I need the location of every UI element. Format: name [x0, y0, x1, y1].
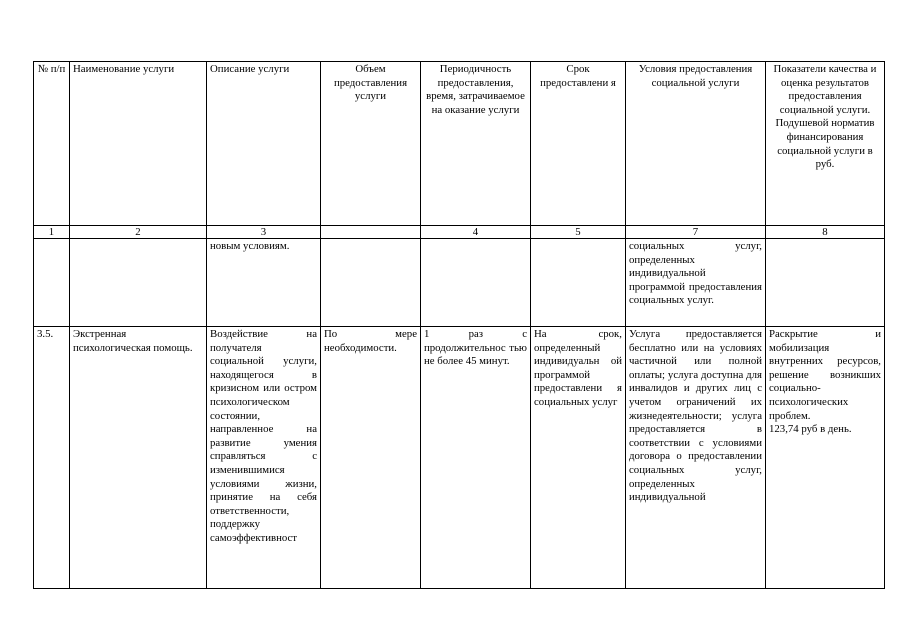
- services-table: [33, 61, 885, 589]
- table-cell: [531, 239, 626, 327]
- cell-service-quality: [766, 327, 885, 589]
- cell-service-name: Экстренная психологическая помощь.: [70, 327, 207, 589]
- table-cell: [421, 239, 531, 327]
- column-number-row: [34, 226, 885, 239]
- cell-conditions-continuation: социальных услуг, определенных индивидуальной программой предоставления социальных услуг.: [626, 239, 766, 327]
- cell-service-conditions: Услуга предоставляется бесплатно или на условиях частичной или полной оплаты; услуга доступна для инвалидов и других лиц с учетом ограничений их жизнедеятельности; услуга предоставляется в соответствии с условиями договора о предоставлении социальных услуг, определенных индивидуальной: [626, 327, 766, 589]
- column-number: [321, 226, 421, 239]
- cell-service-frequency: 1 раз с продолжительнос тью не более 45 минут.: [421, 327, 531, 589]
- table-cell: [766, 239, 885, 327]
- header-term: Срок предоставлени я: [531, 62, 626, 226]
- column-number: 3: [207, 226, 321, 239]
- column-number: 2: [70, 226, 207, 239]
- table-cell: [70, 239, 207, 327]
- header-description: Описание услуги: [207, 62, 321, 226]
- table-header-row: [34, 62, 885, 226]
- table-row-service: [34, 327, 885, 589]
- header-service-name: Наименование услуги: [70, 62, 207, 226]
- quality-text: Раскрытие и мобилизация внутренних ресурсов, решение возникших социально-психологических проблем.: [769, 328, 881, 422]
- column-number: 1: [34, 226, 70, 239]
- cell-service-number: 3.5.: [34, 327, 70, 589]
- column-number: 7: [626, 226, 766, 239]
- cell-service-term: На срок, определенный индивидуальн ой программой предоставлени я социальных услуг: [531, 327, 626, 589]
- header-frequency: Периодичность предоставления, время, затрачиваемое на оказание услуги: [421, 62, 531, 226]
- cell-description-continuation: новым условиям.: [207, 239, 321, 327]
- column-number: 4: [421, 226, 531, 239]
- table-row-continuation: [34, 239, 885, 327]
- cell-service-description: Воздействие на получателя социальной услуги, находящегося в кризисном или остром психологическом состоянии, направленное на развитие умения справляться с изменившимися условиями жизни, принятие на себя ответственности, поддержку самоэффективност: [207, 327, 321, 589]
- header-quality: Показатели качества и оценка результатов предоставления социальной услуги. Подушевой норматив финансирования социальной услуги в руб.: [766, 62, 885, 226]
- column-number: 8: [766, 226, 885, 239]
- cell-service-volume: По мере необходимости.: [321, 327, 421, 589]
- header-conditions: Условия предоставления социальной услуги: [626, 62, 766, 226]
- table-cell: [34, 239, 70, 327]
- price-text: 123,74 руб в день.: [769, 423, 852, 436]
- column-number: 5: [531, 226, 626, 239]
- header-volume: Объем предоставления услуги: [321, 62, 421, 226]
- table-cell: [321, 239, 421, 327]
- header-number: № п/п: [34, 62, 70, 226]
